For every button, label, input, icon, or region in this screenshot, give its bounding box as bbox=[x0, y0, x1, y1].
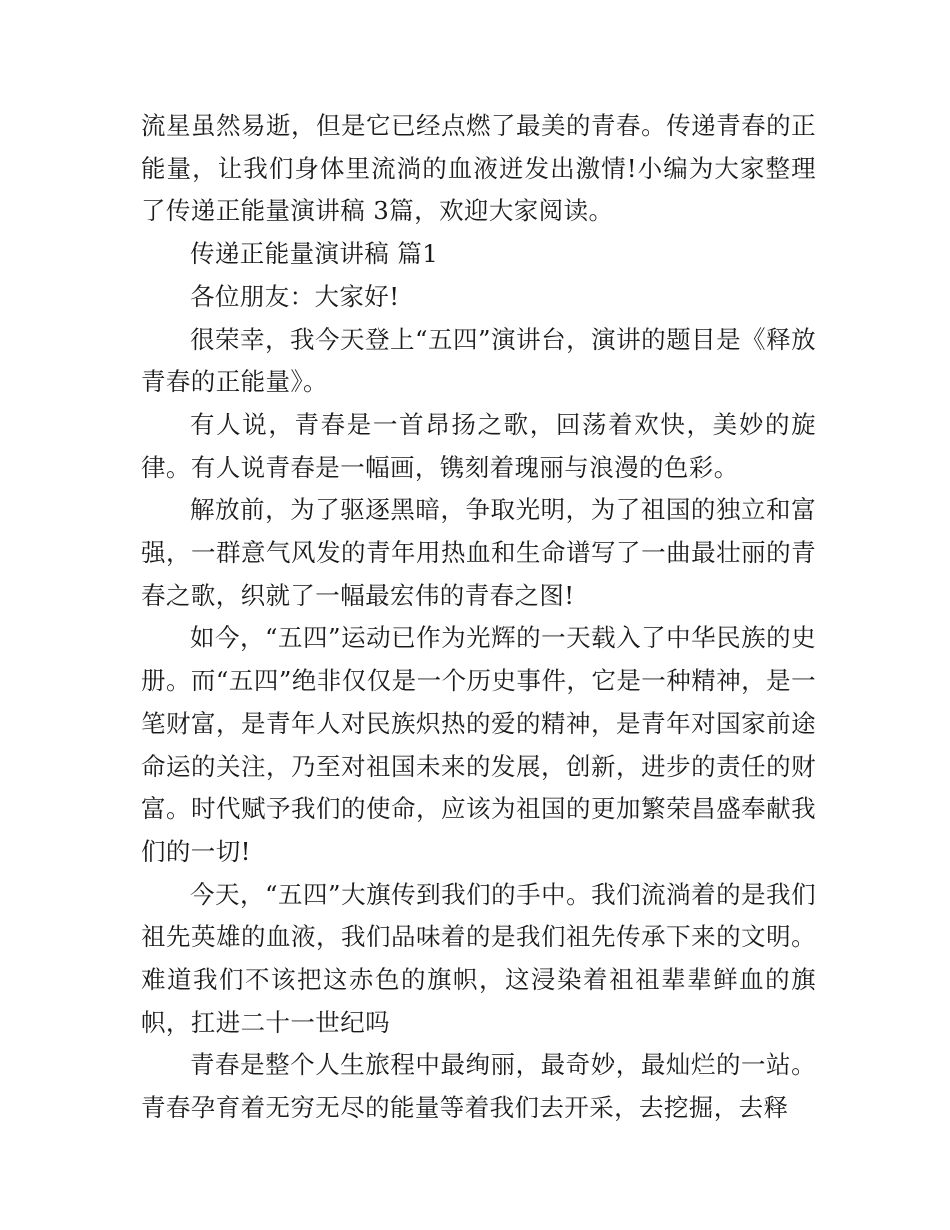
salutation-paragraph: 各位朋友：大家好! bbox=[190, 281, 400, 311]
document-body bbox=[141, 105, 816, 1130]
body-paragraph: 今天，“五四”大旗传到我们的手中。我们流淌着的是我们祖先英雄的血液，我们品味着的是我们祖先传承下来的文明。难道我们不该把这赤色的旗帜，这浸染着祖祖辈辈鲜血的旗帜，扛进二十一世纪吗 bbox=[141, 879, 816, 1037]
speech-heading: 传递正能量演讲稿 篇1 bbox=[190, 239, 439, 269]
body-paragraph: 很荣幸，我今天登上“五四”演讲台，演讲的题目是《释放青春的正能量》。 bbox=[141, 324, 816, 397]
intro-paragraph: 流星虽然易逝，但是它已经点燃了最美的青春。传递青春的正能量，让我们身体里流淌的血液迸发出激情!小编为大家整理了传递正能量演讲稿 3篇，欢迎大家阅读。 bbox=[141, 111, 816, 226]
body-paragraph: 如今，“五四”运动已作为光辉的一天载入了中华民族的史册。而“五四”绝非仅仅是一个历史事件，它是一种精神，是一笔财富，是青年人对民族炽热的爱的精神，是青年对国家前途命运的关注，乃至对祖国未来的发展，创新，进步的责任的财富。时代赋予我们的使命，应该为祖国的更加繁荣昌盛奉献我们的一切! bbox=[141, 623, 816, 866]
body-paragraph: 青春是整个人生旅程中最绚丽，最奇妙，最灿烂的一站。青春孕育着无穷无尽的能量等着我们去开采，去挖掘，去释 bbox=[141, 1050, 816, 1123]
body-paragraph: 有人说，青春是一首昂扬之歌，回荡着欢快，美妙的旋律。有人说青春是一幅画，镌刻着瑰丽与浪漫的色彩。 bbox=[141, 409, 816, 482]
body-paragraph: 解放前，为了驱逐黑暗，争取光明，为了祖国的独立和富强，一群意气风发的青年用热血和生命谱写了一曲最壮丽的青春之歌，织就了一幅最宏伟的青春之图! bbox=[141, 495, 816, 610]
